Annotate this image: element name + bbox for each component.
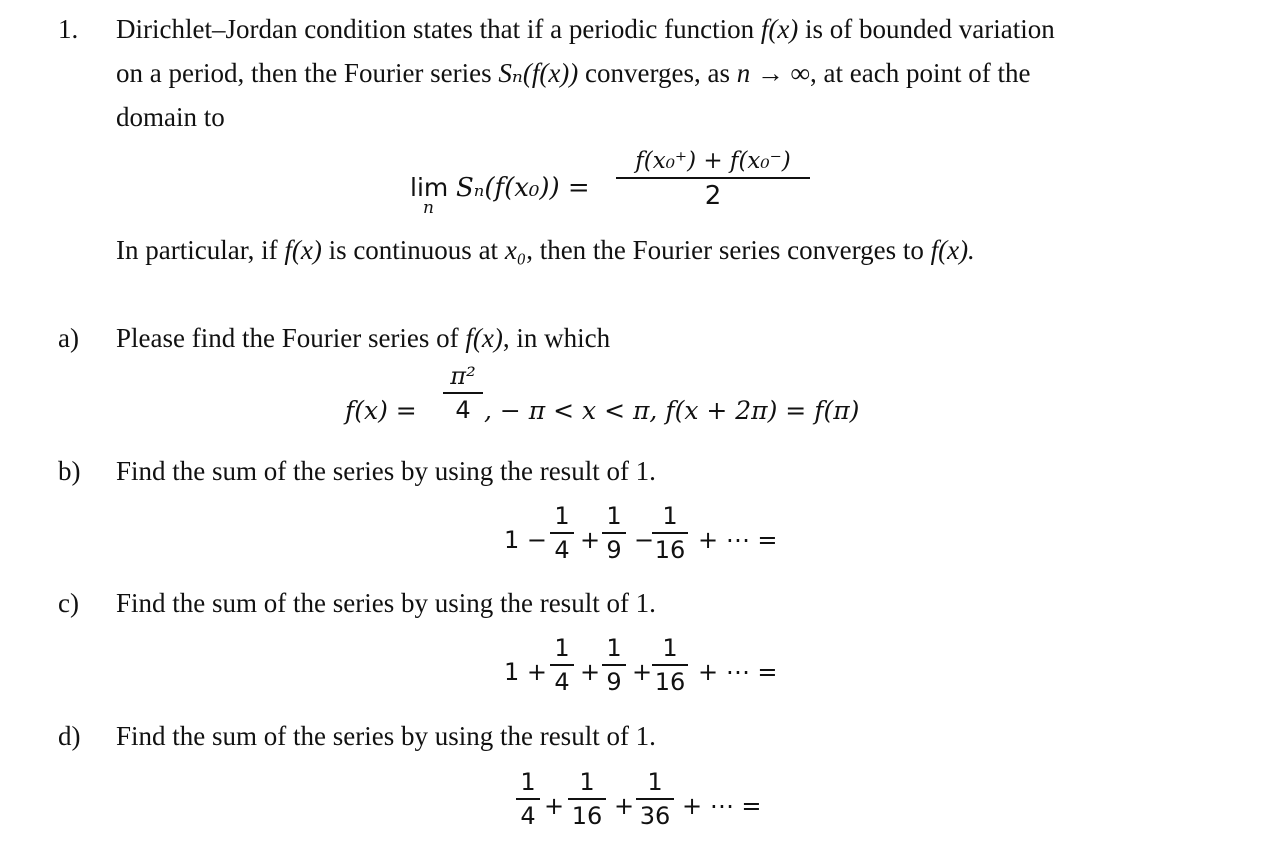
item1-line1-pre: Dirichlet–Jordan condition states that if a periodic function — [116, 14, 761, 44]
part-d-text: Find the sum of the series by using the result of 1. — [116, 721, 656, 751]
fraction-numerator: 1 — [520, 768, 536, 796]
series-tail: + ⋯ = — [698, 526, 778, 554]
item1-line2-post: , at each point of the — [810, 58, 1031, 88]
series-operator: + — [580, 526, 601, 554]
fx-symbol: f(x). — [930, 235, 975, 265]
series-term-1 — [550, 504, 574, 562]
fx-symbol: f(x) — [284, 235, 322, 265]
fraction-denominator: 16 — [654, 536, 686, 564]
fraction-bar — [568, 798, 606, 800]
fraction-numerator: 1 — [647, 768, 663, 796]
item1-line4-pre: In particular, if — [116, 235, 285, 265]
fraction-numerator: 1 — [662, 502, 678, 530]
fraction-bar — [443, 392, 483, 394]
part-a-eq-rest: , − π < x < π, f(x + 2π) = f(π) — [484, 396, 860, 425]
item1-line2-pre: on a period, then the Fourier series — [116, 58, 499, 88]
series-operator: + — [614, 792, 635, 820]
fraction-denominator: 4 — [554, 536, 570, 564]
limit-symbol: n → ∞ — [736, 58, 811, 88]
part-c-text: Find the sum of the series by using the result of 1. — [116, 588, 656, 618]
fraction-numerator: 1 — [554, 502, 570, 530]
fraction-numerator: 1 — [606, 634, 622, 662]
series-term-2 — [602, 636, 626, 694]
fraction-numerator: 1 — [579, 768, 595, 796]
fraction-bar — [516, 798, 540, 800]
part-a-text — [116, 325, 610, 352]
lim-subscript: n — [423, 198, 434, 218]
fx-symbol: f(x) — [760, 14, 799, 44]
fraction-denominator: 36 — [639, 802, 671, 830]
item-number: 1. — [58, 14, 79, 44]
fraction-bar — [652, 532, 688, 534]
fraction-bar — [550, 664, 574, 666]
fx-symbol: f(x) — [465, 323, 503, 353]
series-term-3 — [636, 770, 674, 828]
series-start: 1 + — [504, 658, 548, 686]
item1-line3: domain to — [116, 102, 225, 132]
fraction-denominator: 16 — [654, 668, 686, 696]
fraction-denominator: 9 — [606, 536, 622, 564]
series-operator: + — [544, 792, 565, 820]
series-operator: + — [580, 658, 601, 686]
fraction-denominator: 16 — [571, 802, 603, 830]
fraction-numerator: 1 — [662, 634, 678, 662]
item1-line1-post: is of bounded variation — [798, 14, 1055, 44]
part-a-text-post: , in which — [502, 323, 611, 353]
fraction-numerator: f(x₀⁺) + f(x₀⁻) — [635, 148, 791, 174]
part-c-label: c) — [58, 588, 79, 618]
item1-line4 — [116, 237, 975, 264]
part-a-text-pre: Please find the Fourier series of — [116, 323, 466, 353]
lim-body: Sₙ(f(x₀)) = — [456, 173, 590, 203]
part-b-text: Find the sum of the series by using the result of 1. — [116, 456, 656, 486]
series-term-1 — [550, 636, 574, 694]
x0-symbol: x₀ — [504, 235, 527, 265]
item1-line2-mid: converges, as — [578, 58, 737, 88]
item1-line4-mid: is continuous at — [321, 235, 505, 265]
item1-line4-post: , then the Fourier series converges to — [526, 235, 931, 265]
series-tail: + ⋯ = — [698, 658, 778, 686]
fraction-bar — [602, 664, 626, 666]
part-b-label: b) — [58, 456, 81, 486]
part-a-fraction — [443, 364, 483, 422]
fraction-numerator: 1 — [606, 502, 622, 530]
fraction-bar — [652, 664, 688, 666]
part-a-label: a) — [58, 323, 79, 353]
fraction-denominator: 4 — [455, 396, 471, 424]
fourier-partial-sum-symbol: Sₙ(f(x)) — [498, 58, 579, 88]
fraction-bar — [602, 532, 626, 534]
fraction-bar — [636, 798, 674, 800]
part-a-eq-lhs: f(x) = — [345, 396, 417, 425]
fraction-bar — [550, 532, 574, 534]
fraction-numerator: π² — [450, 362, 476, 390]
fraction-denominator: 9 — [606, 668, 622, 696]
series-operator: − — [634, 526, 655, 554]
fraction-denominator: 4 — [554, 668, 570, 696]
fraction-bar — [616, 177, 810, 179]
fraction-numerator: 1 — [554, 634, 570, 662]
item1-line1 — [116, 16, 1055, 43]
series-term-2 — [602, 504, 626, 562]
series-term-2 — [568, 770, 606, 828]
series-term-3 — [652, 504, 688, 562]
series-operator: + — [632, 658, 653, 686]
fraction-denominator: 4 — [520, 802, 536, 830]
part-d-label: d) — [58, 721, 81, 751]
series-term-1 — [516, 770, 540, 828]
dirichlet-fraction — [616, 150, 810, 209]
item1-line2 — [116, 60, 1030, 87]
fraction-denominator: 2 — [704, 181, 722, 211]
series-term-3 — [652, 636, 688, 694]
series-tail: + ⋯ = — [682, 792, 762, 820]
series-start: 1 − — [504, 526, 548, 554]
lim-operator: lim — [410, 173, 449, 202]
